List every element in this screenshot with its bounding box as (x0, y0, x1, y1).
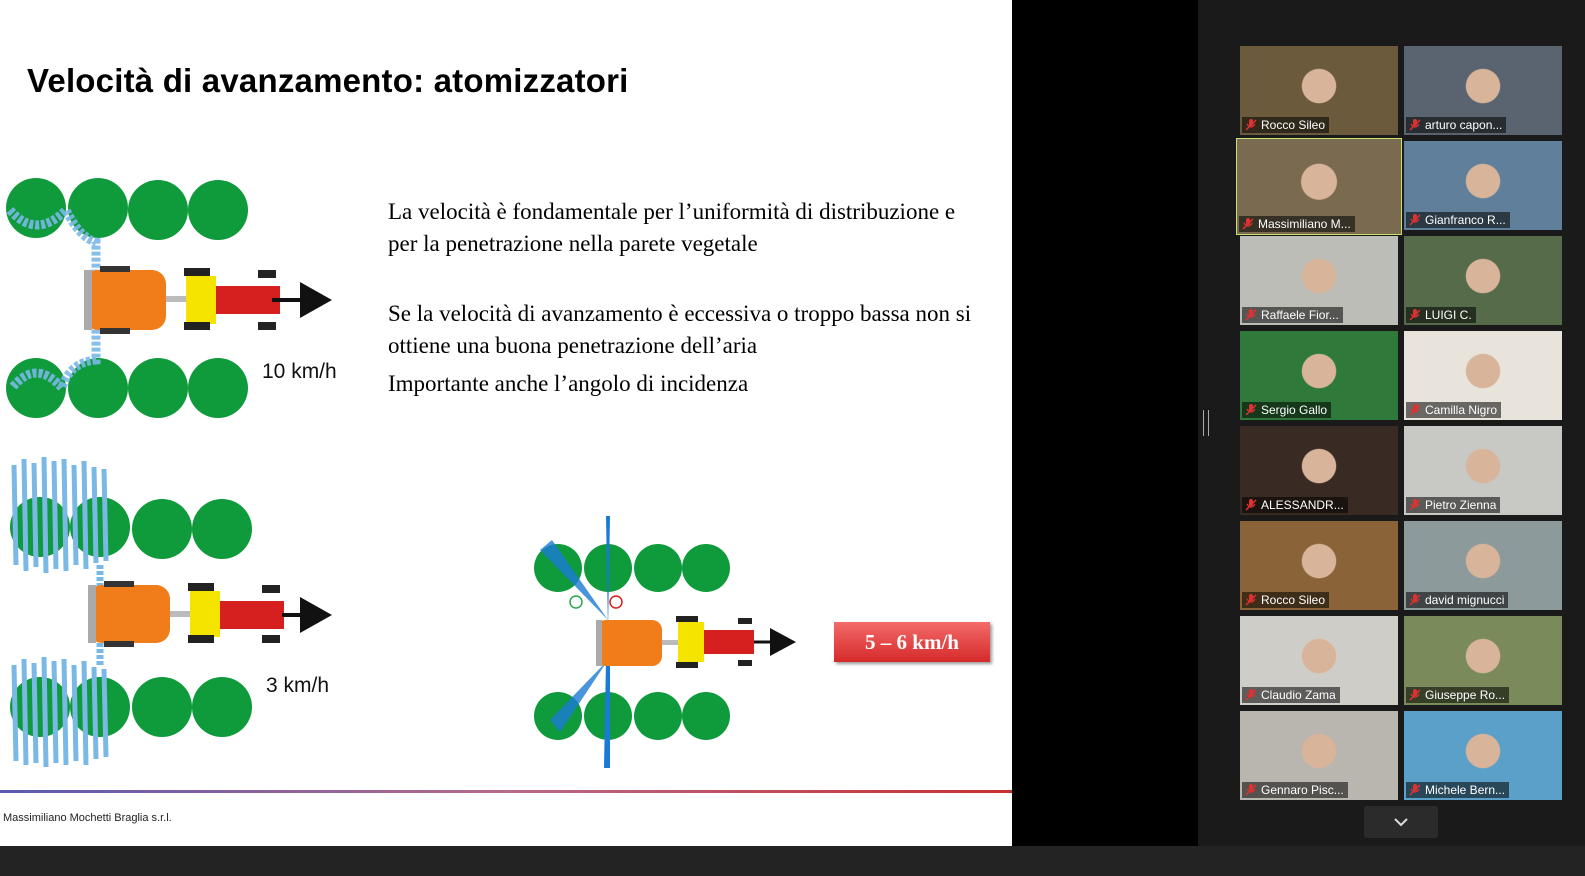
participant-tile[interactable] (1404, 141, 1562, 230)
recommended-speed-badge: 5 – 6 km/h (834, 622, 990, 662)
slide-bullet-1: La velocità è fondamentale per l’uniformità di distribuzione e per la penetrazione nella parete vegetale (388, 199, 956, 256)
participant-tile[interactable] (1240, 331, 1398, 420)
participant-name: Claudio Zama (1261, 688, 1336, 702)
participant-tile[interactable] (1237, 139, 1401, 234)
participant-name: Gennaro Pisc... (1261, 783, 1344, 797)
mic-muted-icon (1408, 308, 1422, 322)
mic-muted-icon (1244, 593, 1258, 607)
participant-name: ALESSANDR... (1261, 498, 1344, 512)
speed-label-slow: 3 km/h (266, 674, 330, 697)
participant-name: Gianfranco R... (1425, 213, 1506, 227)
participant-tile[interactable] (1240, 711, 1398, 800)
black-margin (1012, 0, 1198, 846)
participant-tile[interactable] (1240, 236, 1398, 325)
mic-muted-icon (1408, 403, 1422, 417)
participant-name-tag (1242, 307, 1343, 323)
participant-name: Giuseppe Ro... (1425, 688, 1506, 702)
participant-name: Camilla Nigro (1425, 403, 1498, 417)
participant-tile[interactable] (1240, 426, 1398, 515)
mic-muted-icon (1244, 498, 1258, 512)
slide-bullet-3: Importante anche l’angolo di incidenza (388, 371, 749, 396)
participant-name-tag (1406, 307, 1476, 323)
slide-footer-line (0, 790, 1012, 793)
participant-name-tag (1242, 592, 1329, 608)
participant-name-tag (1406, 592, 1508, 608)
diagram-recommended-speed (530, 510, 810, 772)
slide-footer-text: Massimiliano Mochetti Braglia s.r.l. (3, 812, 172, 824)
participant-tile[interactable] (1404, 426, 1562, 515)
participant-tile[interactable] (1404, 521, 1562, 610)
bottom-bar (0, 846, 1585, 876)
resize-handle[interactable] (1203, 410, 1209, 436)
participant-name: arturo capon... (1425, 118, 1503, 132)
speed-label-fast: 10 km/h (262, 360, 337, 383)
participant-name: Rocco Sileo (1261, 593, 1326, 607)
participant-name-tag (1239, 216, 1355, 232)
participant-tile[interactable] (1404, 616, 1562, 705)
mic-muted-icon (1408, 118, 1422, 132)
participant-tile[interactable] (1404, 711, 1562, 800)
mic-muted-icon (1408, 783, 1422, 797)
participant-name-tag (1406, 782, 1509, 798)
diagram-slow-speed (0, 455, 345, 775)
mic-muted-icon (1408, 593, 1422, 607)
participant-tile[interactable] (1404, 331, 1562, 420)
participant-name: Sergio Gallo (1261, 403, 1328, 417)
participant-tile[interactable] (1404, 236, 1562, 325)
participant-name-tag (1242, 117, 1329, 133)
participant-tile[interactable] (1240, 46, 1398, 135)
mic-muted-icon (1241, 217, 1255, 231)
mic-muted-icon (1408, 213, 1422, 227)
participant-name: Raffaele Fior... (1261, 308, 1339, 322)
slide-bullet-2: Se la velocità di avanzamento è eccessiva o troppo bassa non si ottiene una buona penetrazione dell’aria (388, 301, 972, 358)
participant-name-tag (1406, 117, 1506, 133)
participant-name-tag (1406, 497, 1500, 513)
participant-name: Massimiliano M... (1258, 217, 1351, 231)
chevron-down-icon (1393, 817, 1409, 827)
mic-muted-icon (1408, 688, 1422, 702)
expand-gallery-button[interactable] (1364, 806, 1438, 838)
participant-name-tag (1406, 687, 1509, 703)
participant-name-tag (1242, 497, 1348, 513)
participant-name-tag (1406, 402, 1501, 418)
participant-name: Rocco Sileo (1261, 118, 1326, 132)
mic-muted-icon (1244, 403, 1258, 417)
participant-name-tag (1242, 782, 1348, 798)
mic-muted-icon (1244, 783, 1258, 797)
diagram-fast-speed (0, 170, 345, 430)
participant-tile[interactable] (1240, 616, 1398, 705)
mic-muted-icon (1244, 118, 1258, 132)
slide-title: Velocità di avanzamento: atomizzatori (27, 62, 629, 99)
participant-tile[interactable] (1240, 521, 1398, 610)
participant-name-tag (1242, 402, 1331, 418)
participant-name: Michele Bern... (1425, 783, 1506, 797)
participant-name: Pietro Zienna (1425, 498, 1497, 512)
mic-muted-icon (1408, 498, 1422, 512)
participant-tile[interactable] (1404, 46, 1562, 135)
participant-name-tag (1242, 687, 1340, 703)
mic-muted-icon (1244, 688, 1258, 702)
participant-name: LUIGI C. (1425, 308, 1472, 322)
mic-muted-icon (1244, 308, 1258, 322)
participant-name-tag (1406, 212, 1510, 228)
participant-name: david mignucci (1425, 593, 1505, 607)
